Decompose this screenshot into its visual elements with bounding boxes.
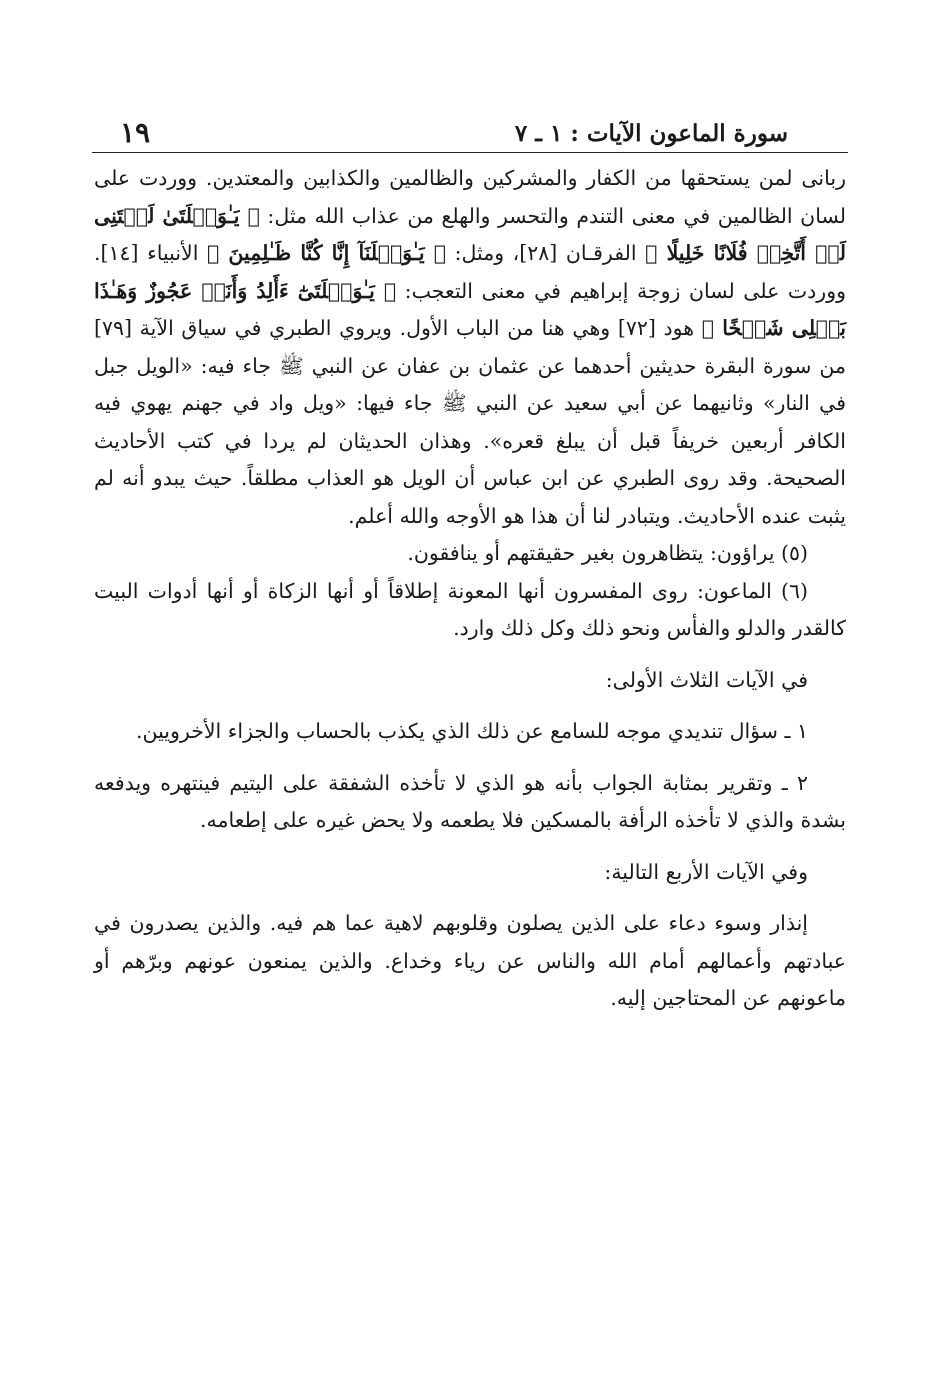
- header-rule: [92, 152, 848, 153]
- text-segment: في الآيات الثلاث الأولى:: [605, 667, 808, 692]
- paragraph: [94, 905, 846, 1018]
- paragraph: [94, 662, 846, 700]
- quran-quote: ﴿ يَـٰوَيۡلَتَىٰ لَيۡتَنِى لَمۡ أَتَّخِذۡ فُلَانًا خَلِيلًا ﴾: [94, 203, 846, 265]
- text-segment: وفي الآيات الأربع التالية:: [604, 859, 808, 884]
- paragraph: [94, 854, 846, 892]
- text-segment: (٥) يراؤون: يتظاهرون بغير حقيقتهم أو ينافقون.: [407, 541, 808, 565]
- paragraph: [94, 713, 846, 751]
- paragraph: [94, 765, 846, 840]
- text-segment: إنذار وسوء دعاء على الذين يصلون وقلوبهم لاهية عما هم فيه. والذين يصدرون في عبادتهم وأعمالهم أمام الله والناس عن رياء وخداع. والذين يمنعون عونهم وبرّهم أو ماعونهم عن المحتاجين إليه.: [94, 911, 846, 1010]
- page-header: [92, 112, 848, 152]
- paragraph: [94, 535, 846, 573]
- page-number: ١٩: [120, 116, 151, 149]
- text-segment: ٢ ـ وتقرير بمثابة الجواب بأنه هو الذي لا تأخذه الشفقة على اليتيم فينتهره ويدفعه بشدة والذي لا تأخذه الرأفة بالمسكين فلا يطعمه ولا يحض غيره على إطعامه.: [94, 770, 846, 832]
- text-segment: ١ ـ سؤال تنديدي موجه للسامع عن ذلك الذي يكذب بالحساب والجزاء الأخرويين.: [135, 719, 808, 743]
- running-title: سورة الماعون الآيات : ١ ـ ٧: [514, 120, 788, 147]
- text-segment: الأنبياء [١٤]. ووردت على لسان زوجة إبراهيم في معنى التعجب:: [94, 241, 846, 303]
- text-segment: الفرقـان [٢٨]، ومثل:: [446, 241, 646, 265]
- body-text: [94, 160, 846, 1018]
- text-segment: (٦) الماعون: روى المفسرون أنها المعونة إطلاقاً أو أنها الزكاة أو أنها أدوات البيت كالقدر والدلو والفأس ونحو ذلك وكل ذلك وارد.: [94, 578, 846, 640]
- text-segment: ربانى لمن يستحقها من الكفار والمشركين والظالمين والكذابين والمعتدين. ووردت على لسان الظالمين في معنى التندم والتحسر والهلع من عذاب الله مثل:: [94, 166, 846, 228]
- quran-quote: ﴿ يَـٰوَيۡلَنَآ إِنَّا كُنَّا ظَـٰلِمِينَ ﴾: [206, 241, 447, 265]
- quran-quote: ﴿ يَـٰوَيۡلَتَىٰٓ ءَأَلِدُ وَأَنَا۠ عَجُوزٌ وَهَـٰذَا بَعۡلِى شَيۡخًا ﴾: [94, 278, 846, 340]
- text-segment: هود [٧٢] وهي هنا من الباب الأول. ويروي الطبري في سياق الآية [٧٩] من سورة البقرة حديثين أحدهما عن عثمان بن عفان عن النبي ﷺ جاء فيه: «الويل جبل في النار» وثانيهما عن أبي سعيد عن النبي ﷺ جاء فيها: «ويل واد في جهنم يهوي فيه الكافر أربعين خريفاً قبل أن يبلغ قعره». وهذان الحديثان لم يردا في كتب الأحاديث الصحيحة. وقد روى الطبري عن ابن عباس أن الويل هو العذاب مطلقاً. حيث يبدو أنه لم يثبت عنده الأحاديث. ويتبادر لنا أن هذا هو الأوجه والله أعلم.: [94, 316, 846, 528]
- paragraph: [94, 573, 846, 648]
- paragraph: [94, 160, 846, 535]
